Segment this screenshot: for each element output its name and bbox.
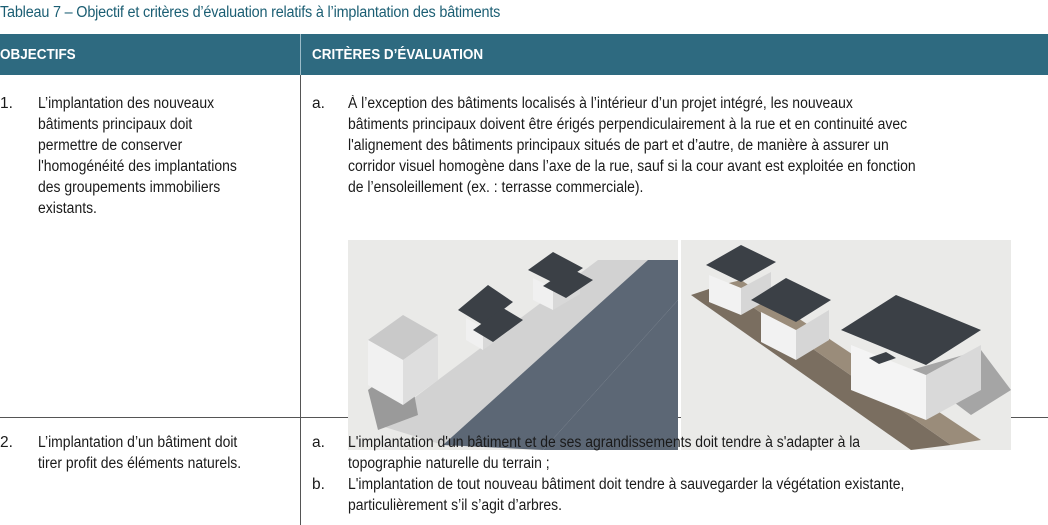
row-2-objective — [0, 432, 290, 482]
criterion-line: de l’ensoleillement (ex. : terrasse commerciale). — [348, 179, 644, 196]
row-2-objective-text — [38, 432, 241, 474]
criterion-letter: a. — [312, 434, 325, 451]
row-2-criterion-a — [300, 432, 1048, 476]
criterion-line: topographie naturelle du terrain ; — [348, 455, 550, 472]
objective-line: L’implantation des nouveaux — [38, 95, 215, 112]
objective-line: existants. — [38, 200, 97, 217]
criterion-letter: a. — [312, 95, 325, 112]
criterion-line: L'implantation d'un bâtiment et de ses agrandissements doit tendre à s'adapter à la — [348, 434, 861, 451]
row-2-criterion-b — [300, 474, 1048, 518]
row-1-number: 1. — [0, 95, 13, 112]
row-1-criterion-a — [300, 93, 1048, 203]
row-2-number: 2. — [0, 434, 13, 451]
header-criteria: CRITÈRES D’ÉVALUATION — [312, 47, 484, 63]
criterion-line: L'implantation de tout nouveau bâtiment doit tendre à sauvegarder la végétation existante, — [348, 476, 905, 493]
objective-line: permettre de conserver — [38, 137, 183, 154]
objective-line: des groupements immobiliers — [38, 179, 221, 196]
criteria-table — [0, 34, 1048, 525]
header-objectives: OBJECTIFS — [0, 47, 76, 63]
row-1-objective-text — [38, 93, 237, 219]
objective-line: l'homogénéité des implantations — [38, 158, 237, 175]
street-alignment-illustration-left — [348, 240, 678, 450]
objective-line: bâtiments principaux doit — [38, 116, 193, 133]
criterion-line: corridor visuel homogène dans l’axe de la rue, sauf si la cour avant est exploitée en fonction — [348, 158, 916, 175]
criterion-line: l'alignement des bâtiments principaux situés de part et d’autre, de manière à assurer un — [348, 137, 889, 154]
criterion-letter: b. — [312, 476, 325, 493]
criterion-text — [348, 474, 904, 516]
criterion-text — [348, 93, 916, 198]
header-divider — [300, 34, 301, 75]
criterion-line: bâtiments principaux doivent être érigés perpendiculairement à la rue et en continuité avec — [348, 116, 908, 133]
criterion-line: particulièrement s’il s’agit d’arbres. — [348, 497, 562, 514]
criterion-text — [348, 432, 860, 474]
objective-line: tirer profit des éléments naturels. — [38, 455, 242, 472]
objective-line: L’implantation d’un bâtiment doit — [38, 434, 238, 451]
table-header — [0, 34, 1048, 75]
table-caption: Tableau 7 – Objectif et critères d’évaluation relatifs à l’implantation des bâtiments — [0, 4, 501, 21]
criterion-line: À l’exception des bâtiments localisés à l’intérieur d’un projet intégré, les nouveaux — [348, 95, 853, 112]
street-alignment-illustration-right — [681, 240, 1011, 450]
row-1-objective — [0, 93, 290, 233]
